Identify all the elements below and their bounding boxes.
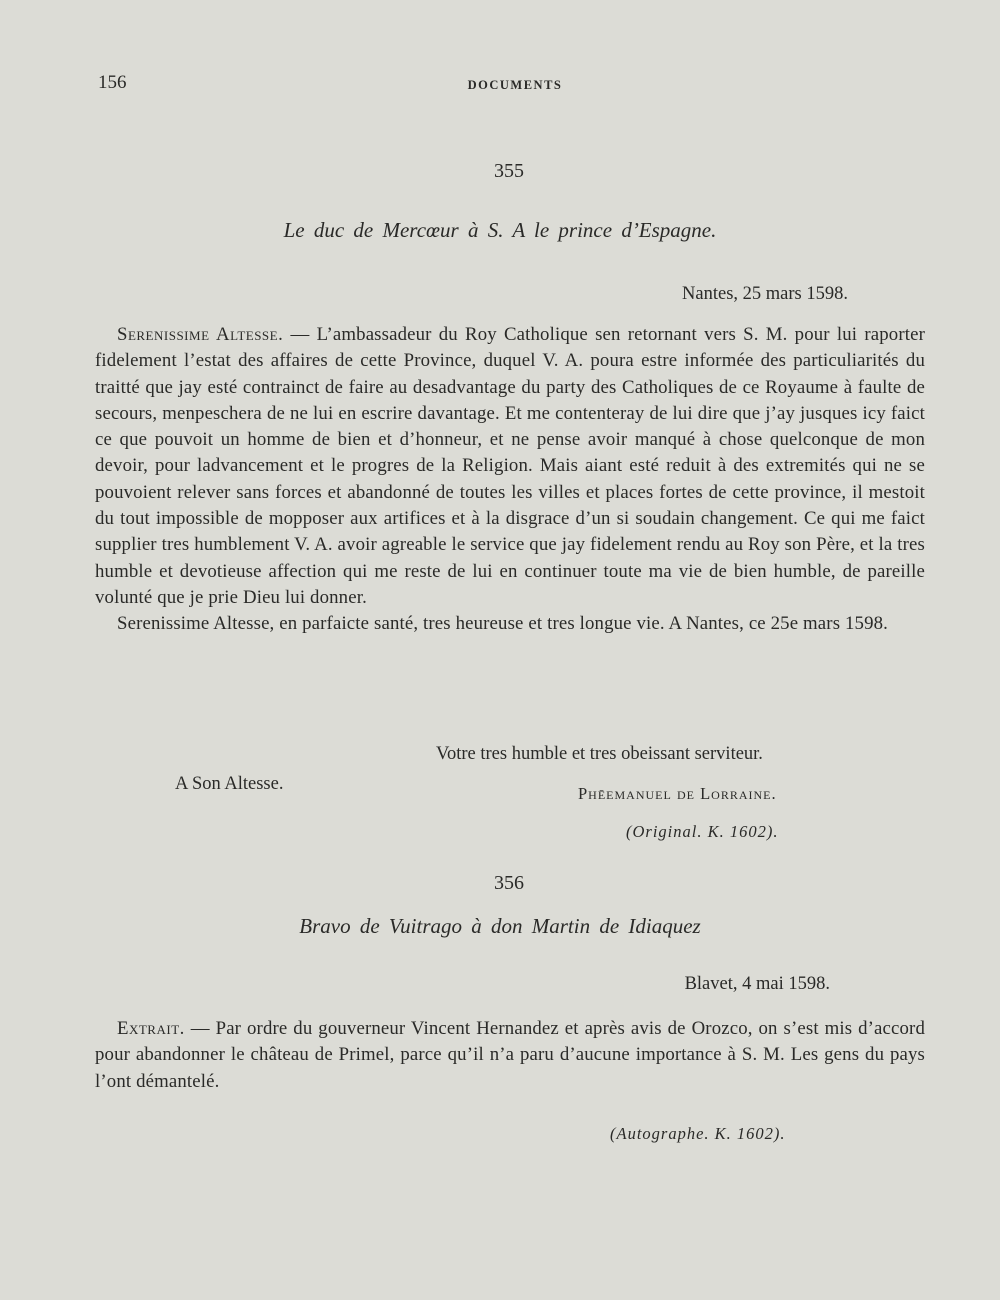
source-note-355: (Original. K. 1602).	[626, 822, 779, 841]
source-note-356: (Autographe. K. 1602).	[610, 1124, 786, 1143]
extract-paragraph	[95, 1016, 925, 1095]
extract-body-356	[95, 1016, 925, 1095]
salutation: Serenissime Altesse.	[117, 324, 284, 345]
closing-paragraph: Serenissime Altesse, en parfaicte santé, tres heureuse et tres longue vie. A Nantes, ce 25e mars 1598.	[117, 613, 889, 635]
extract-text: — Par ordre du gouverneur Vincent Hernandez et après avis de Orozco, on s’est mis d’accord pour abandonner le château de Primel, parce qu’il n’a paru d’aucune importance à S. M. Les gens du pays l’ont démantelé.	[95, 1018, 925, 1092]
document-number-356: 356	[494, 872, 524, 894]
letter-paragraph	[95, 322, 925, 611]
place-date-355: Nantes, 25 mars 1598.	[682, 284, 848, 304]
document-title-355: Le duc de Mercœur à S. A le prince d’Espagne.	[283, 218, 717, 242]
addressee: A Son Altesse.	[175, 774, 284, 794]
letter-body-355	[95, 322, 925, 638]
signoff: Votre tres humble et tres obeissant serviteur.	[436, 744, 763, 764]
letter-text: — L’ambassadeur du Roy Catholique sen retornant vers S. M. pour lui raporter fidelement l’estat des affaires de cette Province, duquel V. A. poura estre informée des particuliarités du traitté que jay esté contrainct de faire au desadvantage du party des Catholiques de ce Royaume à faulte de secours, menpeschera de ne lui en escrire davantage. Et me contenteray de lui dire que j’ay jusques icy faict ce que pouvoit un homme de bien et d’honneur, et ne pense avoir manqué à chose quelconque de mon devoir, pour ladvancement et le progres de la Religion. Mais aiant esté reduit à des extremités qui ne se pouvoient relever sans forces et abandonné de toutes les villes et places fortes de cette province, il mestoit du tout impossible de mopposer aux artifices et à la disgrace d’un si soudain changement. Ce qui me faict supplier tres humblement V. A. avoir agreable le service que jay fidelement rendu au Roy son Père, et la tres humble et devotieuse affection qui me reste de lui en continuer toute ma vie de bien humble, de pareille volunté que je prie Dieu lui donner.	[95, 324, 925, 608]
extract-lead: Extrait.	[117, 1018, 185, 1039]
place-date-356: Blavet, 4 mai 1598.	[684, 974, 830, 994]
running-head: DOCUMENTS	[467, 78, 563, 92]
document-title-356: Bravo de Vuitrago à don Martin de Idiaquez	[299, 914, 701, 938]
page-number: 156	[98, 72, 127, 93]
document-number-355: 355	[494, 160, 524, 182]
signature: Phēemanuel de Lorraine.	[578, 784, 777, 803]
